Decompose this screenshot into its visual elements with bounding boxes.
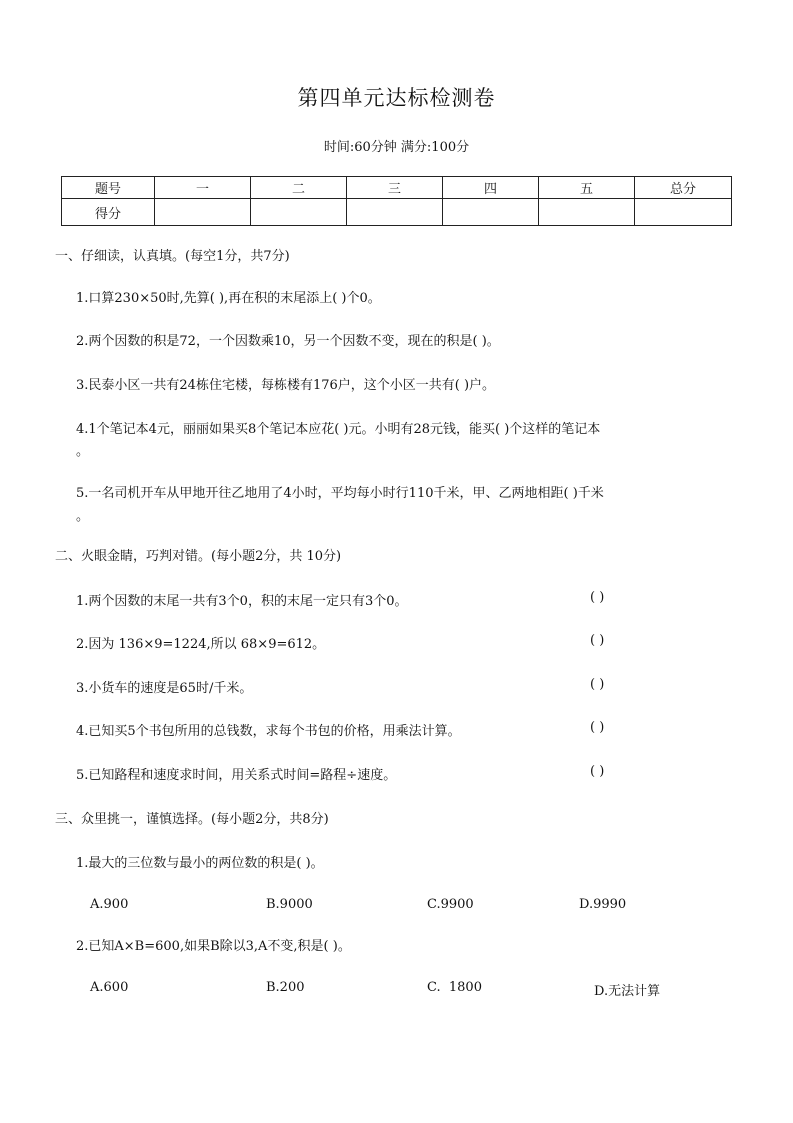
score-header-cell: 一 <box>155 177 251 199</box>
score-cell[interactable] <box>251 199 347 226</box>
score-header-cell: 总分 <box>635 177 732 199</box>
question-item: 1.最大的三位数与最小的两位数的积是( )。 <box>76 856 324 871</box>
score-cell[interactable] <box>443 199 539 226</box>
question-item: 3.民泰小区一共有24栋住宅楼，每栋楼有176户，这个小区一共有( )户。 <box>76 378 496 393</box>
option-c[interactable]: C. 1800 <box>427 980 482 995</box>
score-table <box>61 176 732 226</box>
exam-info: 时间:60分钟 满分:100分 <box>323 140 470 155</box>
option-b[interactable]: B.200 <box>266 980 305 995</box>
score-cell[interactable] <box>155 199 251 226</box>
score-cell[interactable] <box>635 199 732 226</box>
question-item: 3.小货车的速度是65时/千米。 <box>76 681 253 696</box>
option-a[interactable]: A.600 <box>90 980 129 995</box>
answer-bracket[interactable]: ( ) <box>590 633 605 648</box>
score-header-cell: 二 <box>251 177 347 199</box>
option-c[interactable]: C.9900 <box>427 897 474 912</box>
score-header-cell: 四 <box>443 177 539 199</box>
question-item: 2.因为 136×9=1224,所以 68×9=612。 <box>76 637 326 652</box>
score-row-label: 得分 <box>62 199 155 226</box>
section-heading-fill-blank: 一、仔细读，认真填。(每空1分，共7分) <box>55 249 290 264</box>
question-wrap: 。 <box>76 444 90 459</box>
section-heading-true-false: 二、火眼金睛，巧判对错。(每小题2分，共 10分) <box>55 549 342 564</box>
question-item: 5.一名司机开车从甲地开往乙地用了4小时，平均每小时行110千米，甲、乙两地相距( )千米 <box>76 486 604 501</box>
question-item: 5.已知路程和速度求时间，用关系式时间=路程÷速度。 <box>76 768 397 783</box>
score-cell[interactable] <box>539 199 635 226</box>
page-title: 第四单元达标检测卷 <box>297 86 496 110</box>
option-a[interactable]: A.900 <box>90 897 129 912</box>
answer-bracket[interactable]: ( ) <box>590 720 605 735</box>
score-cell[interactable] <box>347 199 443 226</box>
question-item: 2.已知A×B=600,如果B除以3,A不变,积是( )。 <box>76 939 351 954</box>
score-table-score-row <box>62 199 732 226</box>
answer-bracket[interactable]: ( ) <box>590 764 605 779</box>
score-table-header-row <box>62 177 732 199</box>
answer-bracket[interactable]: ( ) <box>590 677 605 692</box>
option-b[interactable]: B.9000 <box>266 897 313 912</box>
question-item: 4.已知买5个书包所用的总钱数，求每个书包的价格，用乘法计算。 <box>76 724 461 739</box>
question-wrap: 。 <box>76 509 90 524</box>
score-header-cell: 题号 <box>62 177 155 199</box>
option-d[interactable]: D.无法计算 <box>594 984 661 999</box>
section-heading-multiple-choice: 三、众里挑一，谨慎选择。(每小题2分，共8分) <box>55 812 329 827</box>
answer-bracket[interactable]: ( ) <box>590 590 605 605</box>
question-item: 1.口算230×50时,先算( ),再在积的末尾添上( )个0。 <box>76 291 381 306</box>
question-item: 4.1个笔记本4元，丽丽如果买8个笔记本应花( )元。小明有28元钱，能买( )个这样的笔记本 <box>76 422 601 437</box>
question-item: 2.两个因数的积是72，一个因数乘10，另一个因数不变，现在的积是( )。 <box>76 334 500 349</box>
option-d[interactable]: D.9990 <box>579 897 627 912</box>
score-header-cell: 五 <box>539 177 635 199</box>
score-header-cell: 三 <box>347 177 443 199</box>
question-item: 1.两个因数的末尾一共有3个0，积的末尾一定只有3个0。 <box>76 594 408 609</box>
